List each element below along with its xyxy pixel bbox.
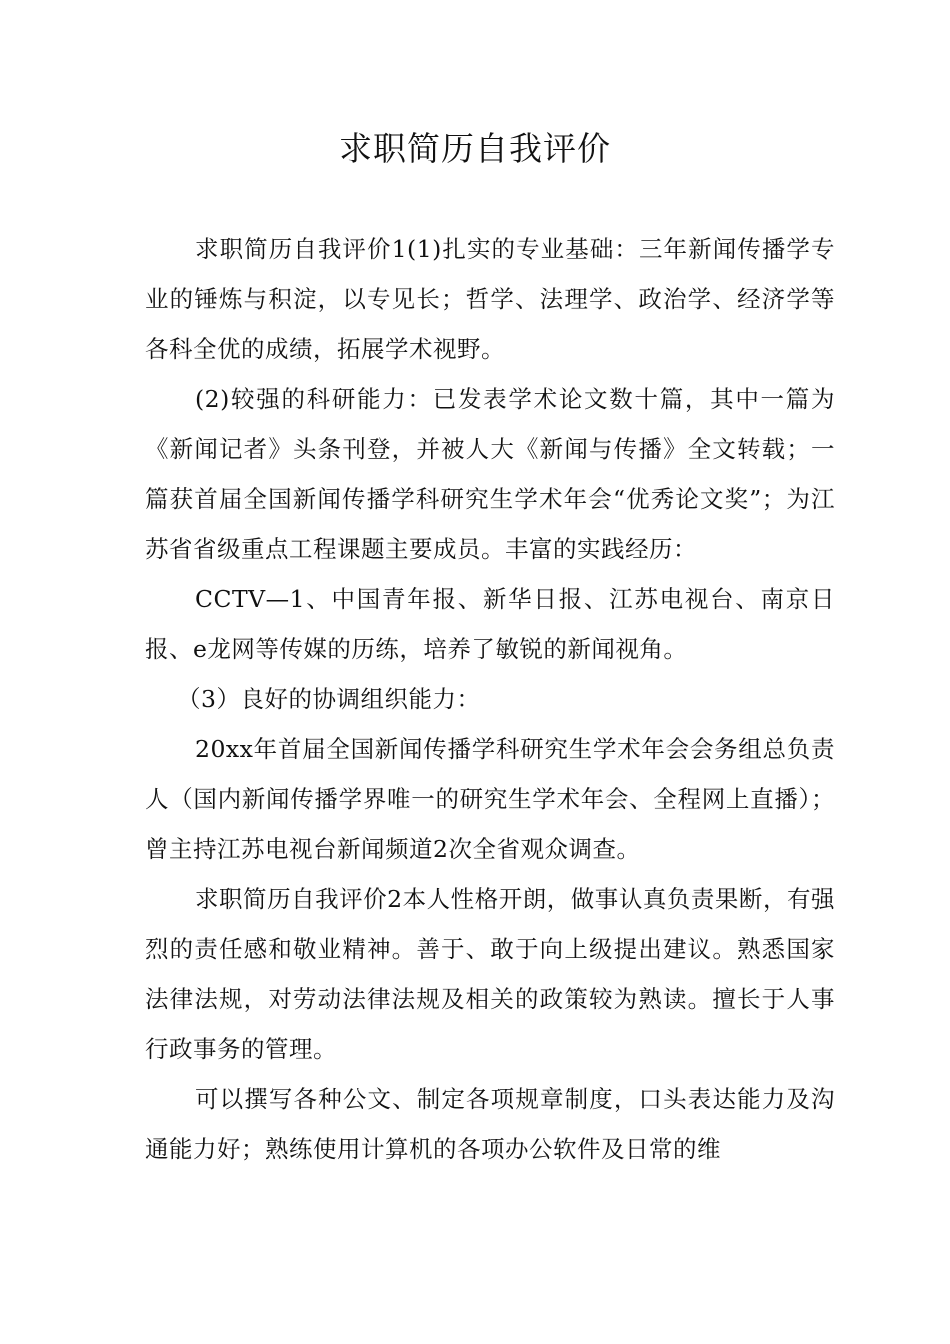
- paragraph-6: 求职简历自我评价2本人性格开朗，做事认真负责果断，有强烈的责任感和敬业精神。善于、敢于向上级提出建议。熟悉国家法律法规，对劳动法律法规及相关的政策较为熟读。擅长于人事行政事务的管理。: [145, 885, 835, 1063]
- document-body: [145, 224, 835, 1174]
- paragraph-2: (2)较强的科研能力：已发表学术论文数十篇，其中一篇为《新闻记者》头条刊登，并被人大《新闻与传播》全文转载；一篇获首届全国新闻传播学科研究生学术年会“优秀论文奖”；为江苏省省级重点工程课题主要成员。丰富的实践经历：: [145, 385, 835, 563]
- document-title: 求职简历自我评价: [339, 129, 611, 168]
- paragraph-3: CCTV—1、中国青年报、新华日报、江苏电视台、南京日报、e龙网等传媒的历练，培养了敏锐的新闻视角。: [145, 585, 835, 663]
- paragraph-5: 20xx年首届全国新闻传播学科研究生学术年会会务组总负责人（国内新闻传播学界唯一的研究生学术年会、全程网上直播）；曾主持江苏电视台新闻频道2次全省观众调查。: [145, 735, 835, 863]
- paragraph-4: （3）良好的协调组织能力：: [177, 685, 481, 713]
- paragraph-1: 求职简历自我评价1(1)扎实的专业基础：三年新闻传播学专业的锤炼与积淀，以专见长；哲学、法理学、政治学、经济学等各科全优的成绩，拓展学术视野。: [145, 235, 835, 363]
- paragraph-7: 可以撰写各种公文、制定各项规章制度，口头表达能力及沟通能力好；熟练使用计算机的各项办公软件及日常的维: [145, 1085, 835, 1163]
